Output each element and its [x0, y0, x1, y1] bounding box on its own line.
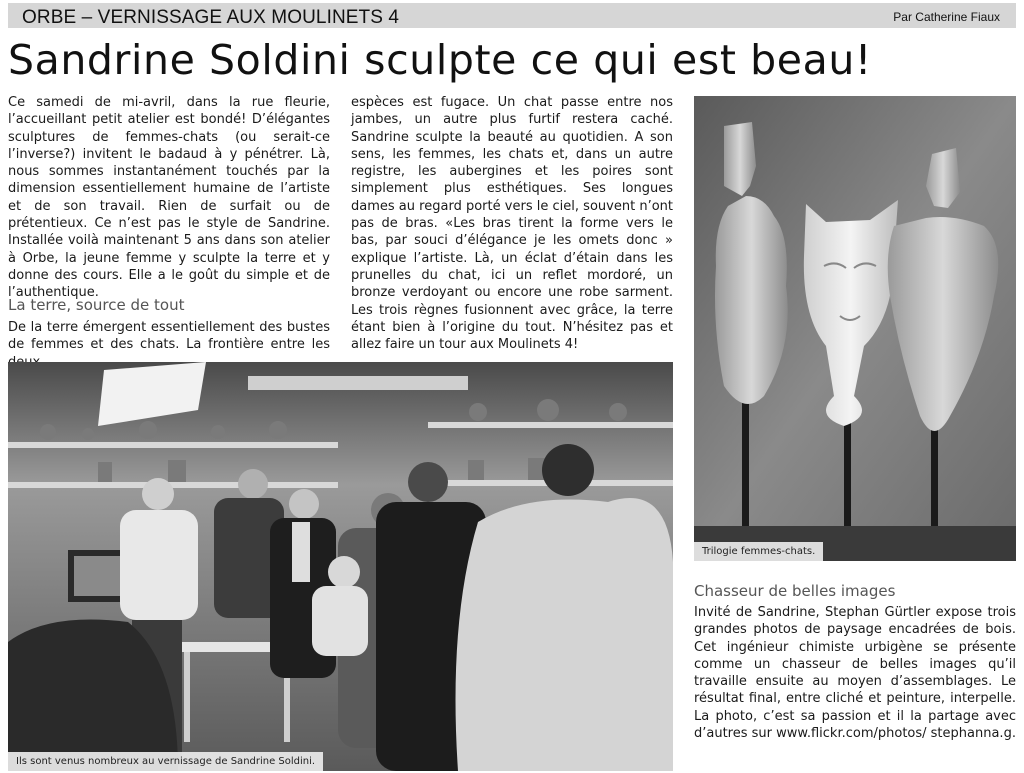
article-column-1: [8, 94, 330, 302]
sculpture-photo: [694, 96, 1016, 561]
article-column-2: [351, 94, 673, 353]
sculpture-photo-image: [694, 96, 1016, 561]
vernissage-photo: [8, 362, 673, 771]
article-column-3: [694, 604, 1016, 742]
sculpture-photo-caption: Trilogie femmes-chats.: [694, 542, 823, 561]
author-byline: Par Catherine Fiaux: [893, 10, 1000, 24]
rubric-bar: [8, 3, 1016, 28]
article-paragraph-3: espèces est fugace. Un chat passe entre nos jambes, un autre plus furtif restera caché. Sandrine sculpte la beauté au quotidien. A son sens, les femmes, les chats et, dans un autre registre, les aubergines et les poires sont simplement plus esthétiques. Ses longues dames au regard porté vers le ciel, souvent n’ont pas de bras. «Les bras tirent la forme vers le bas, par souci d’élégance je les omets donc » explique l’artiste. Là, un éclat d’étain dans les prunelles du chat, ici un reflet mordoré, un bronze verdoyant ou encore une robe sarment. Les trois règnes fusionnent avec grâce, la terre étant bien à l’origine du tout. N’hésitez pas et allez faire un tour aux Moulinets 4!: [351, 95, 673, 353]
vernissage-photo-caption: Ils sont venus nombreux au vernissage de Sandrine Soldini.: [8, 752, 323, 771]
vernissage-photo-image: [8, 362, 673, 771]
article-paragraph-1: Ce samedi de mi-avril, dans la rue fleurie, l’accueillant petit atelier est bondé! D’élégantes sculptures de femmes-chats (ou serait-ce l’inverse?) invitent le badaud à y pénétrer. Là, nous sommes instantanément touchés par la dimension essentiellement humaine de l’artiste et de son travail. Rien de surfait ou de prétentieux. Ce n’est pas le style de Sandrine. Installée voilà maintenant 5 ans dans son atelier à Orbe, la jeune femme y sculpte la terre et y donne des cours. Elle a le goût du simple et de l’authentique.: [8, 95, 330, 301]
subheading-chasseur: Chasseur de belles images: [694, 582, 896, 600]
article-headline: Sandrine Soldini sculpte ce qui est beau!: [8, 36, 872, 84]
rubric-title: ORBE – VERNISSAGE AUX MOULINETS 4: [22, 7, 400, 28]
subheading-la-terre: La terre, source de tout: [8, 296, 185, 314]
article-paragraph-4: Invité de Sandrine, Stephan Gürtler expose trois grandes photos de paysage encadrées de bois. Cet ingénieur chimiste urbigène se présente comme un chasseur de belles images qu’il travaille ensuite au moyen d’assemblages. Le résultat final, entre cliché et peinture, interpelle. La photo, c’est sa passion et il la partage avec d’autres sur www.flickr.com/photos/ stephanna.g.: [694, 605, 1016, 742]
article-paragraph-2: De la terre émergent essentiellement des bustes de femmes et des chats. La frontière entre les: [8, 320, 330, 353]
